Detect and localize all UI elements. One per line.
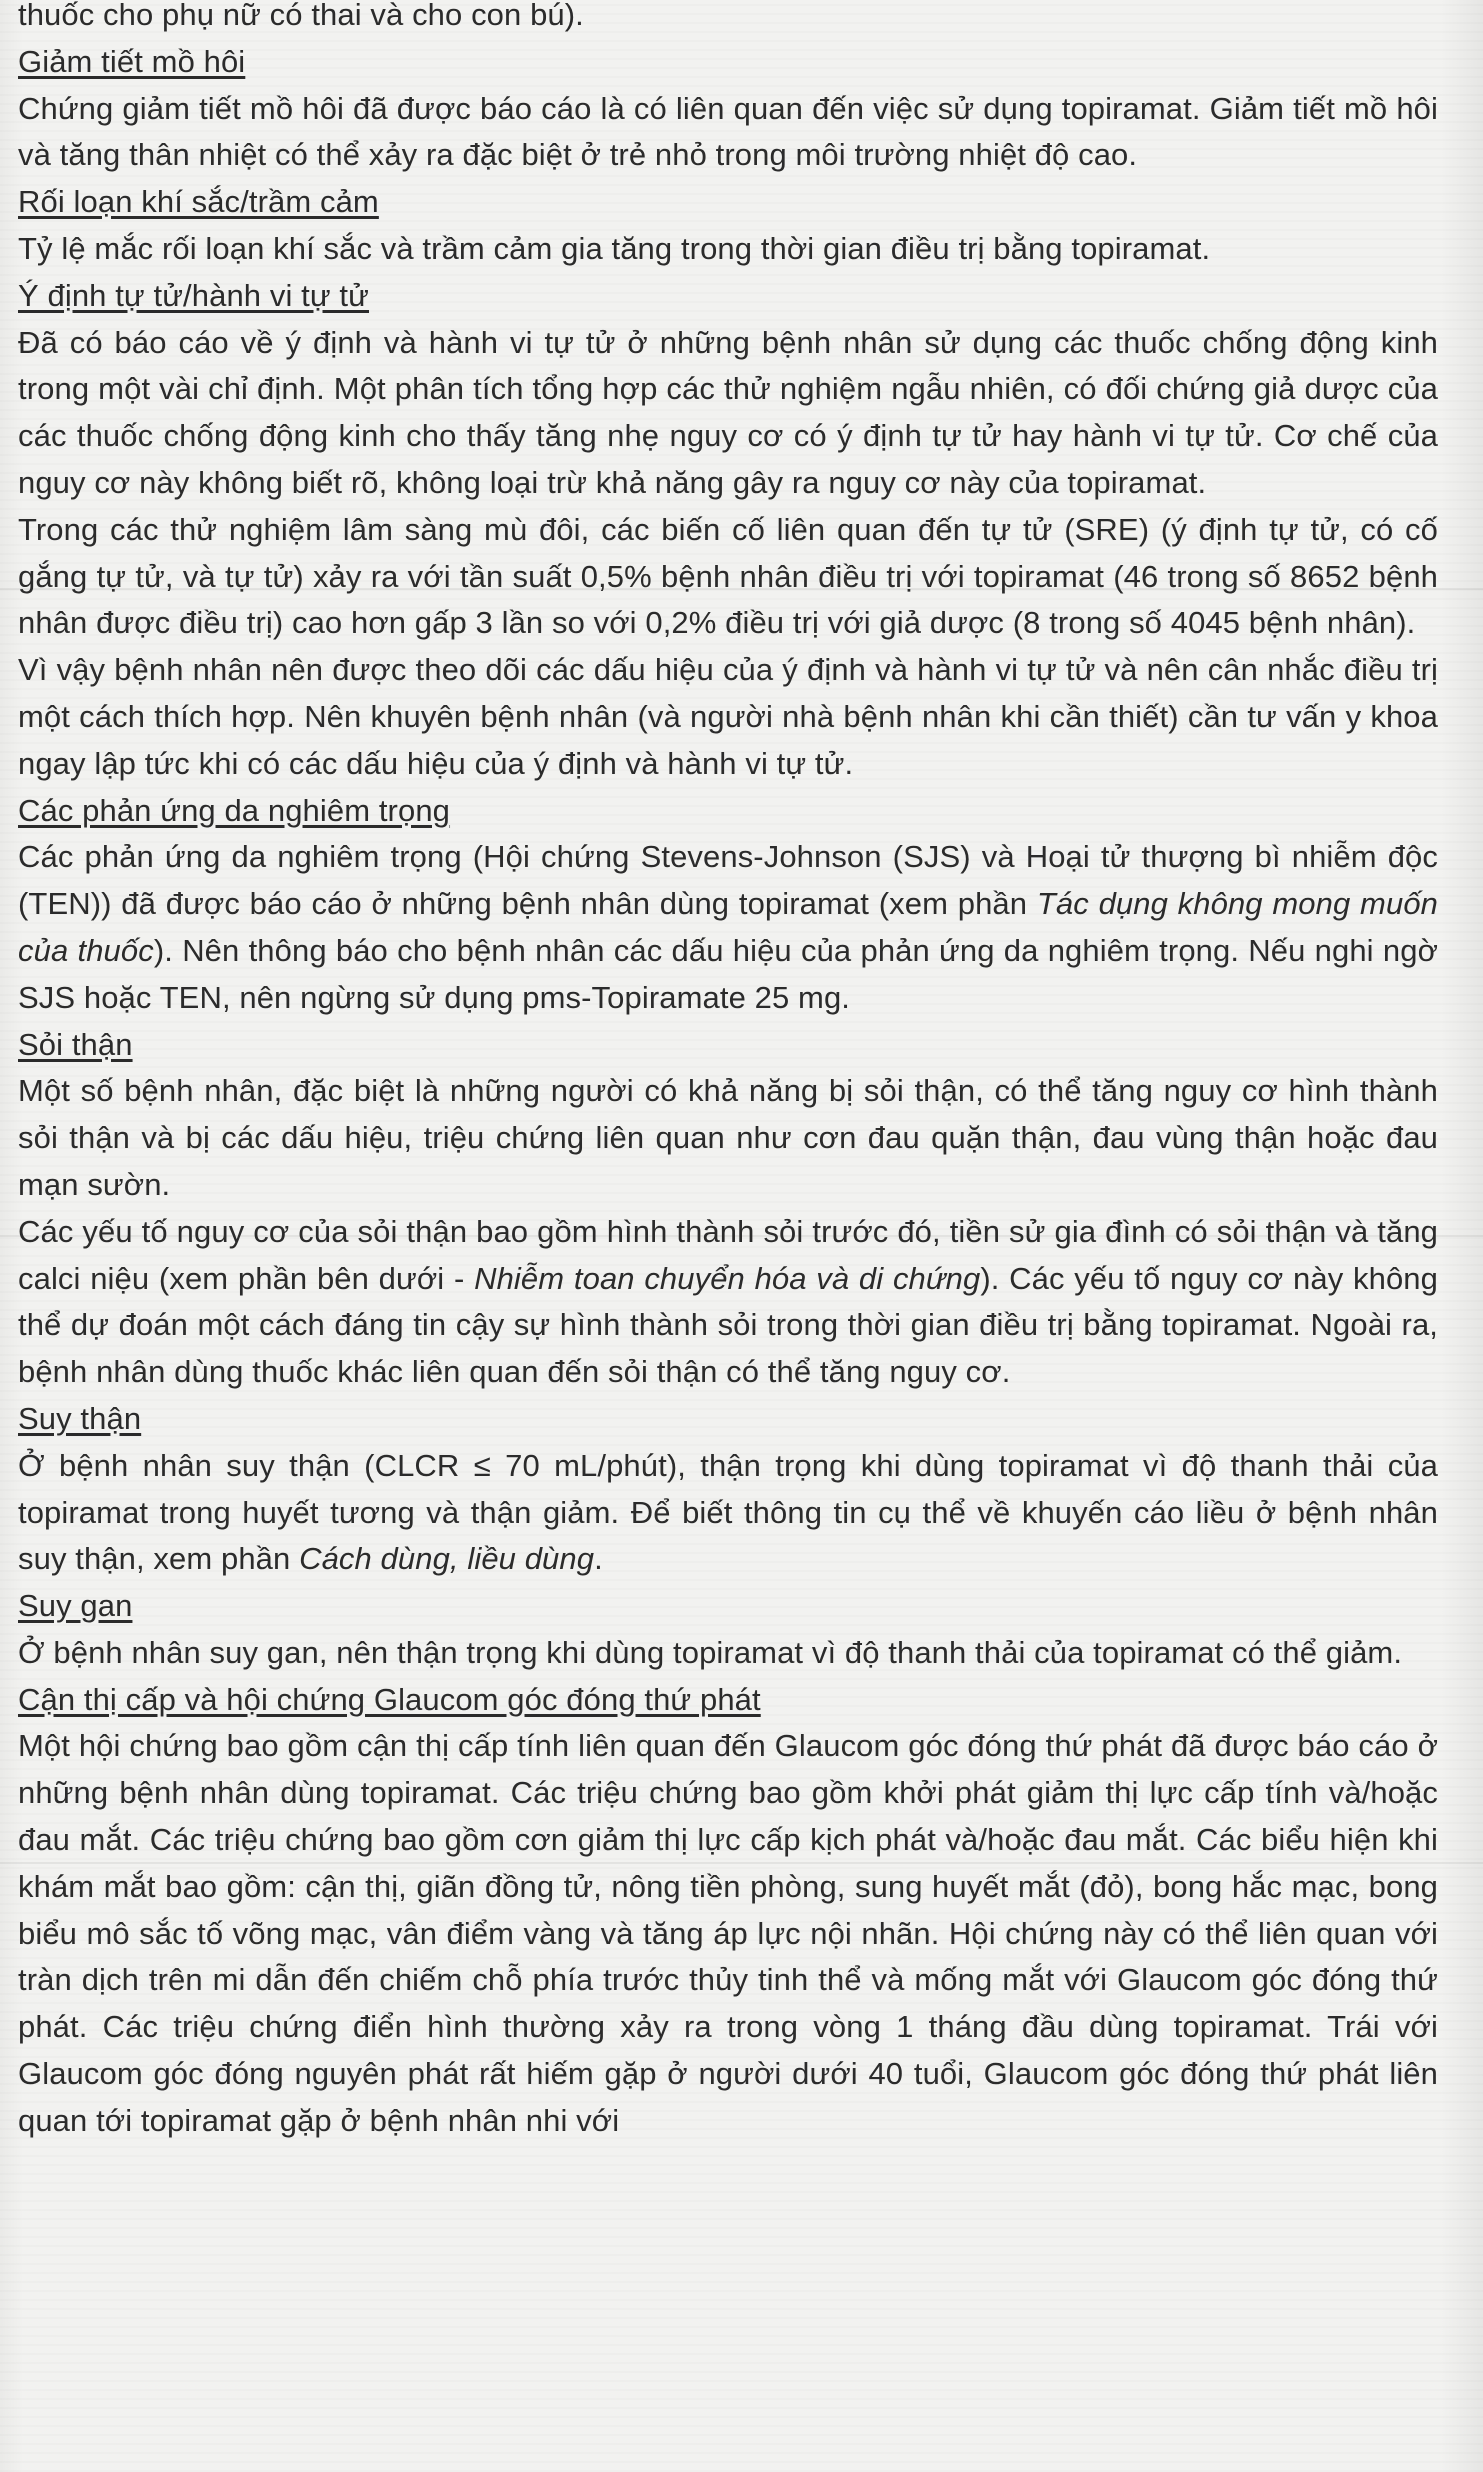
heading-suicidal: Ý định tự tử/hành vi tự tử [18,277,369,313]
intro-tail: thuốc cho phụ nữ có thai và cho con bú). [18,0,584,32]
cross-reference: Cách dùng, liều dùng [299,1541,595,1577]
text-run: . [594,1541,603,1577]
heading-kidney-stones: Sỏi thận [18,1026,133,1062]
heading-glaucoma: Cận thị cấp và hội chứng Glaucom góc đóng thứ phát [18,1681,761,1717]
paragraph-kidney-stones-1: Một số bệnh nhân, đặc biệt là những người có khả năng bị sỏi thận, có thể tăng nguy cơ hình thành sỏi thận và bị các dấu hiệu, triệu chứng liên quan như cơn đau quặn thận, đau vùng thận hoặc đau mạn sườn. [18,1073,1438,1202]
cross-reference: Tác dụng không mong muốn của thuốc [18,886,1438,968]
paragraph-suicidal-2: Trong các thử nghiệm lâm sàng mù đôi, các biến cố liên quan đến tự tử (SRE) (ý định tự tử, có cố gắng tự tử, và tự tử) xảy ra với tần suất 0,5% bệnh nhân điều trị với topiramat (46 trong số 8652 bệnh nhân được điều trị) cao hơn gấp 3 lần so với 0,2% điều trị với giả dược (8 trong số 4045 bệnh nhân). [18,511,1438,641]
paragraph-skin-reactions [18,834,1438,1021]
heading-mood-disorder: Rối loạn khí sắc/trầm cảm [18,184,379,220]
heading-hypohidrosis: Giảm tiết mồ hôi [18,43,246,79]
text-run: Các phản ứng da nghiêm trọng (Hội chứng Stevens-Johnson (SJS) và Hoại tử thượng bì nhiễm độc (TEN)) đã được báo cáo ở những bệnh nhân dùng topiramat (xem phần [18,839,1438,922]
paragraph-glaucoma: Một hội chứng bao gồm cận thị cấp tính liên quan đến Glaucom góc đóng thứ phát đã được báo cáo ở những bệnh nhân dùng topiramat. Các triệu chứng bao gồm khởi phát giảm thị lực cấp tính và/hoặc đau mắt. Các triệu chứng bao gồm cơn giảm thị lực cấp kịch phát và/hoặc đau mắt. Các biểu hiện khi khám mắt bao gồm: cận thị, giãn đồng tử, nông tiền phòng, sung huyết mắt (đỏ), bong hắc mạc, bong biểu mô sắc tố võng mạc, vân điểm vàng và tăng áp lực nội nhãn. Hội chứng này có thể liên quan với tràn dịch trên mi dẫn đến chiếm chỗ phía trước thủy tinh thể và mống mắt với Glaucom góc đóng thứ phát. Các triệu chứng điển hình thường xảy ra trong vòng 1 tháng đầu dùng topiramat. Trái với Glaucom góc đóng nguyên phát rất hiếm gặp ở người dưới 40 tuổi, Glaucom góc đóng thứ phát liên quan tới topiramat gặp ở bệnh nhân nhi với [18,1728,1438,2138]
cross-reference: Nhiễm toan chuyển hóa và di chứng [474,1260,981,1296]
paragraph-suicidal-1: Đã có báo cáo về ý định và hành vi tự tử ở những bệnh nhân sử dụng các thuốc chống động kinh trong một vài chỉ định. Một phân tích tổng hợp các thử nghiệm ngẫu nhiên, có đối chứng giả dược của các thuốc chống động kinh cho thấy tăng nhẹ nguy cơ có ý định tự tử hay hành vi tự tử. Cơ chế của nguy cơ này không biết rõ, không loại trừ khả năng gây ra nguy cơ này của topiramat. [18,324,1438,500]
document-body [18,0,1438,2145]
heading-hepatic-impairment: Suy gan [18,1588,133,1624]
text-run: ). Nên thông báo cho bệnh nhân các dấu hiệu của phản ứng da nghiêm trọng. Nếu nghi ngờ SJS hoặc TEN, nên ngừng sử dụng pms-Topiramate 25 mg. [18,932,1438,1015]
heading-renal-impairment: Suy thận [18,1400,142,1436]
paragraph-hypohidrosis: Chứng giảm tiết mồ hôi đã được báo cáo là có liên quan đến việc sử dụng topiramat. Giảm tiết mồ hôi và tăng thân nhiệt có thể xảy ra đặc biệt ở trẻ nhỏ trong môi trường nhiệt độ cao. [18,90,1438,173]
paragraph-hepatic-impairment: Ở bệnh nhân suy gan, nên thận trọng khi dùng topiramat vì độ thanh thải của topiramat có thể giảm. [18,1634,1403,1670]
heading-skin-reactions: Các phản ứng da nghiêm trọng [18,792,451,828]
paragraph-suicidal-3: Vì vậy bệnh nhân nên được theo dõi các dấu hiệu của ý định và hành vi tự tử và nên cân nhắc điều trị một cách thích hợp. Nên khuyên bệnh nhân (và người nhà bệnh nhân khi cần thiết) cần tư vấn y khoa ngay lập tức khi có các dấu hiệu của ý định và hành vi tự tử. [18,652,1438,781]
paragraph-mood-disorder: Tỷ lệ mắc rối loạn khí sắc và trầm cảm gia tăng trong thời gian điều trị bằng topiramat. [18,230,1211,266]
paragraph-kidney-stones-2 [18,1209,1438,1396]
paragraph-renal-impairment [18,1443,1438,1583]
text-run: Các yếu tố nguy cơ của sỏi thận bao gồm hình thành sỏi trước đó, tiền sử gia đình có sỏi thận và tăng calci niệu (xem phần bên dưới - [18,1213,1438,1296]
text-run: Ở bệnh nhân suy thận (CLCR ≤ 70 mL/phút), thận trọng khi dùng topiramat vì độ thanh thải của topiramat trong huyết tương và thận giảm. Để biết thông tin cụ thể về khuyến cáo liều ở bệnh nhân suy thận, xem phần [18,1447,1438,1577]
text-run: ). Các yếu tố nguy cơ này không thể dự đoán một cách đáng tin cậy sự hình thành sỏi trong thời gian điều trị bằng topiramat. Ngoài ra, bệnh nhân dùng thuốc khác liên quan đến sỏi thận có thể tăng nguy cơ. [18,1260,1438,1390]
